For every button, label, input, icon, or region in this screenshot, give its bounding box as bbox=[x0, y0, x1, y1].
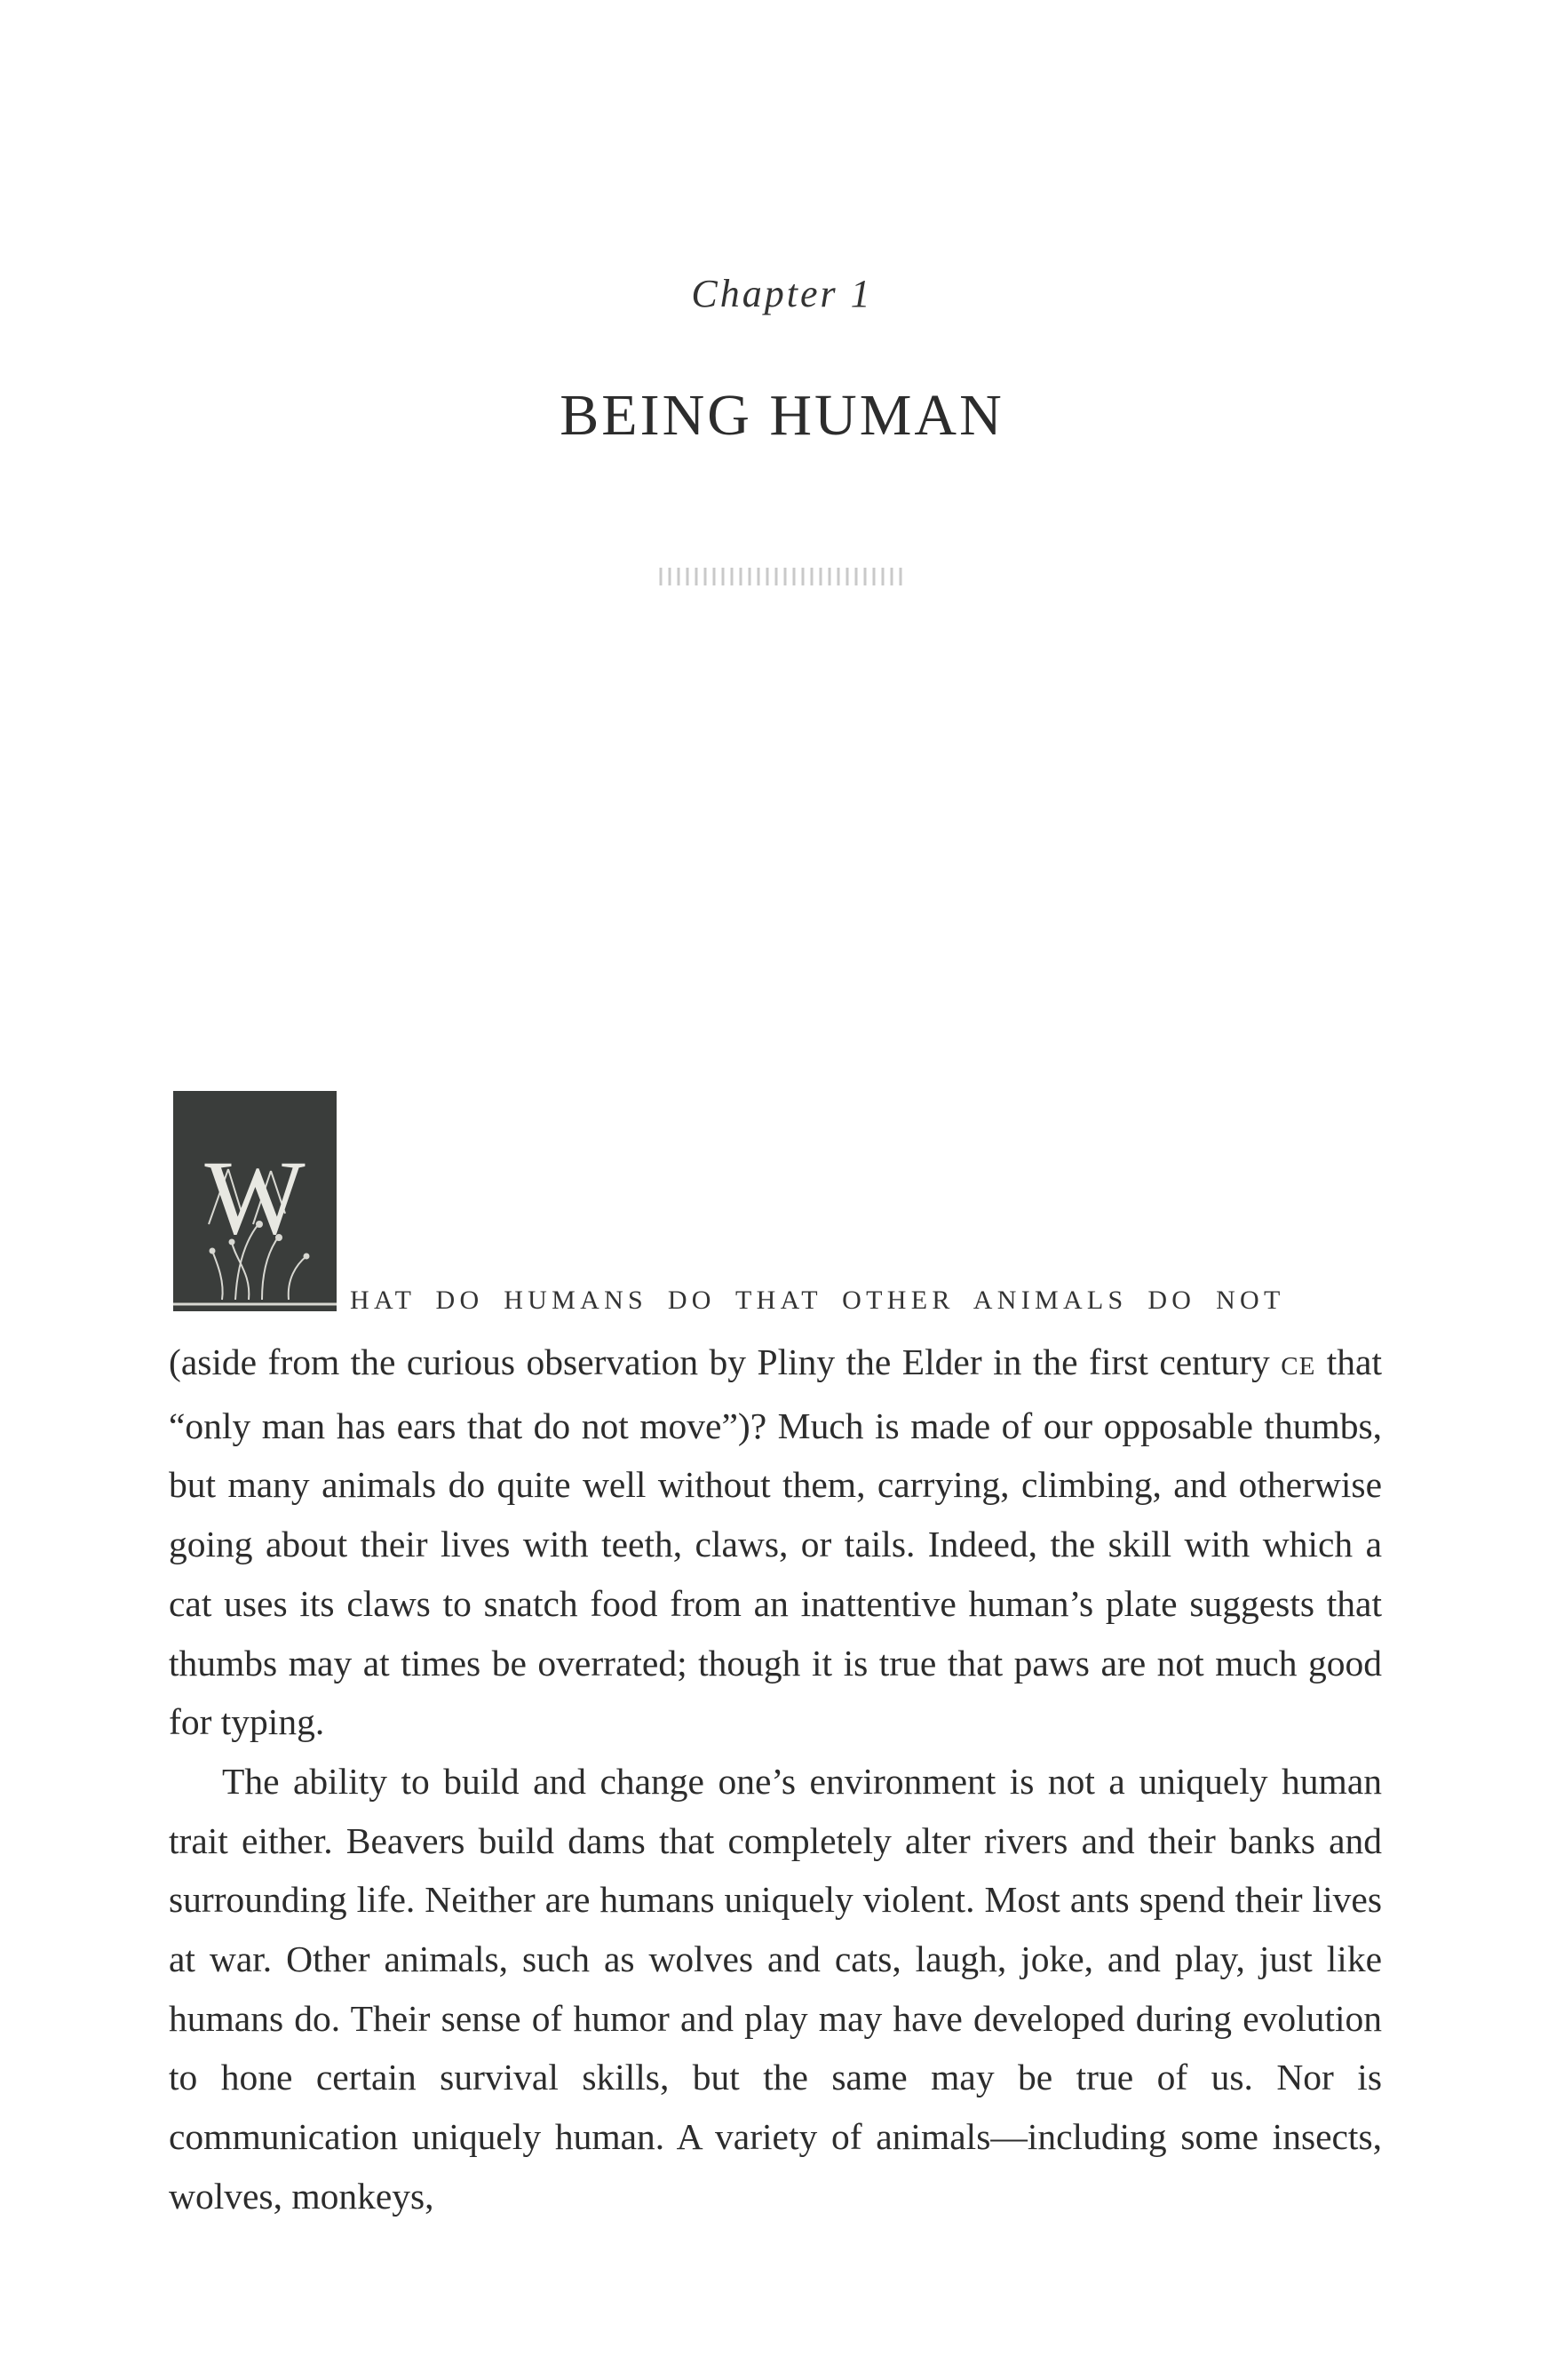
drop-cap-ornament bbox=[173, 1091, 337, 1311]
paragraph-1-text-b: that “only man has ears that do not move”)? Much is made of our opposable thumbs, but many animals do quite well without them, carrying, climbing, and otherwise going about their lives with teeth, claws, or tails. Indeed, the skill with which a cat uses its claws to snatch food from an inattentive human’s plate suggests that thumbs may at times be overrated; though it is true that paws are not much good for typing. bbox=[169, 1341, 1382, 1743]
chapter-title: BEING HUMAN bbox=[560, 383, 1004, 448]
paragraph-1-text-a: (aside from the curious observation by Pliny the Elder in the first century bbox=[169, 1341, 1282, 1382]
paragraph-1 bbox=[169, 1333, 1382, 1752]
drop-cap-illustration bbox=[173, 1091, 337, 1311]
era-abbreviation: CE bbox=[1281, 1352, 1316, 1381]
chapter-label: Chapter 1 bbox=[691, 272, 873, 315]
ornament-divider bbox=[657, 565, 906, 588]
body-text bbox=[169, 1333, 1382, 2226]
opening-small-caps-line: HAT DO HUMANS DO THAT OTHER ANIMALS DO NOT bbox=[350, 1286, 1285, 1315]
drop-cap-letter: W bbox=[204, 1138, 306, 1256]
paragraph-2: The ability to build and change one’s environment is not a uniquely human trait either. Beavers build dams that completely alter rivers and their banks and surrounding life. Neither are humans uniquely violent. Most ants spend their lives at war. Other animals, such as wolves and cats, laugh, joke, and play, just like humans do. Their sense of humor and play may have developed during evolution to hone certain survival skills, but the same may be true of us. Nor is communication uniquely human. A variety of animals—including some insects, wolves, monkeys, bbox=[169, 1760, 1382, 2217]
